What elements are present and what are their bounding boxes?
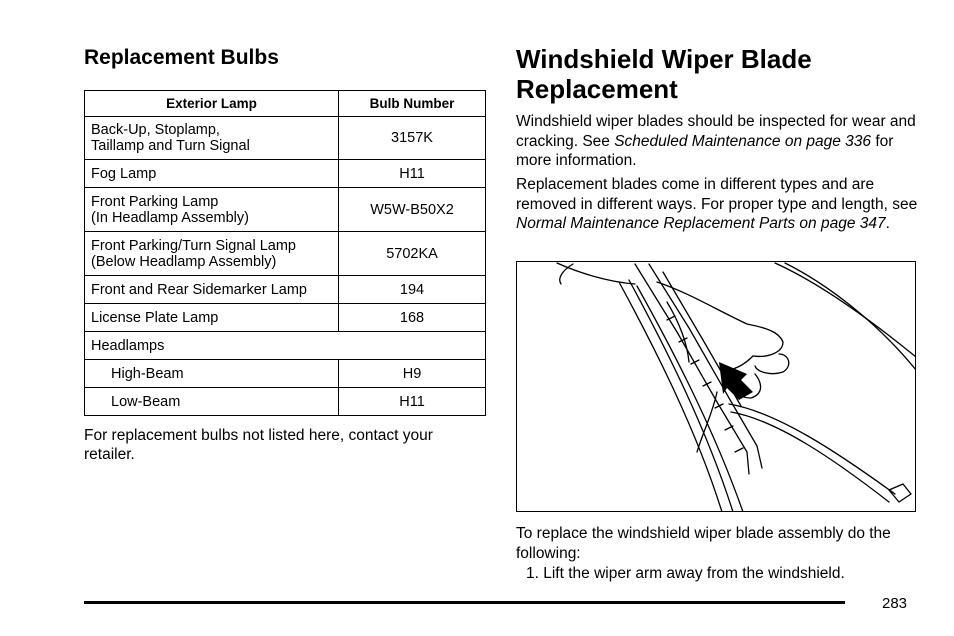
table-row — [85, 117, 486, 160]
lamp-cell: Low-Beam — [85, 388, 339, 416]
step-1: 1. Lift the wiper arm away from the windshield. — [526, 565, 845, 582]
paragraph-text: Replacement blades come in different types and are removed in different ways. For proper type and length, see — [516, 176, 918, 213]
lamp-cell: License Plate Lamp — [85, 304, 339, 332]
bulb-cell: H11 — [339, 388, 486, 416]
table-row — [85, 304, 486, 332]
paragraph-text: . — [885, 215, 890, 232]
table-row — [85, 160, 486, 188]
bulb-cell: H9 — [339, 360, 486, 388]
bulb-number-header: Bulb Number — [339, 91, 486, 117]
bulbs-table — [84, 90, 486, 416]
replace-instructions-paragraph: To replace the windshield wiper blade assembly do the following: — [516, 525, 891, 562]
lamp-cell: Front and Rear Sidemarker Lamp — [85, 276, 339, 304]
inspection-paragraph — [516, 112, 926, 171]
paragraph-text: Windshield wiper blades should be inspected for wear and cracking. See — [516, 113, 916, 150]
bulb-cell: 5702KA — [339, 232, 486, 276]
lamp-name-line: Front Parking Lamp — [91, 193, 219, 210]
exterior-lamp-header: Exterior Lamp — [85, 91, 339, 117]
lamp-name-line: Front Parking/Turn Signal Lamp — [91, 237, 296, 254]
table-row — [85, 360, 486, 388]
wiper-blade-illustration — [516, 261, 916, 512]
scheduled-maintenance-reference: Scheduled Maintenance on page 336 — [614, 132, 872, 150]
replacement-blades-paragraph — [516, 175, 926, 234]
bulb-cell: W5W-B50X2 — [339, 188, 486, 232]
lamp-name-line: Taillamp and Turn Signal — [91, 138, 250, 154]
bulbs-note: For replacement bulbs not listed here, contact your retailer. — [84, 427, 433, 463]
table-row — [85, 276, 486, 304]
table-row — [85, 388, 486, 416]
lamp-cell: Fog Lamp — [85, 160, 339, 188]
bulb-cell: H11 — [339, 160, 486, 188]
bulb-cell: 194 — [339, 276, 486, 304]
lamp-name-line: (In Headlamp Assembly) — [91, 209, 249, 226]
lamp-cell: High-Beam — [85, 360, 339, 388]
footer-rule — [84, 601, 845, 604]
replacement-bulbs-heading: Replacement Bulbs — [84, 46, 279, 69]
lamp-name-line: Back-Up, Stoplamp, — [91, 122, 220, 138]
page-number: 283 — [882, 595, 908, 612]
replacement-parts-reference: Normal Maintenance Replacement Parts on page 347 — [516, 215, 886, 232]
bulb-cell: 3157K — [339, 117, 486, 160]
table-row — [85, 232, 486, 276]
paragraph-text: for more information. — [516, 132, 894, 169]
table-row — [85, 332, 486, 360]
table-row — [85, 188, 486, 232]
lamp-cell — [85, 232, 339, 276]
table-header-row — [85, 91, 486, 117]
lamp-cell — [85, 188, 339, 232]
headlamps-group-cell: Headlamps — [85, 332, 486, 360]
wiper-illustration-drawing — [517, 262, 916, 512]
lamp-cell — [85, 117, 339, 160]
lamp-name-line: (Below Headlamp Assembly) — [91, 253, 277, 270]
wiper-section-heading: Windshield Wiper Blade Replacement — [516, 44, 812, 104]
bulb-cell: 168 — [339, 304, 486, 332]
